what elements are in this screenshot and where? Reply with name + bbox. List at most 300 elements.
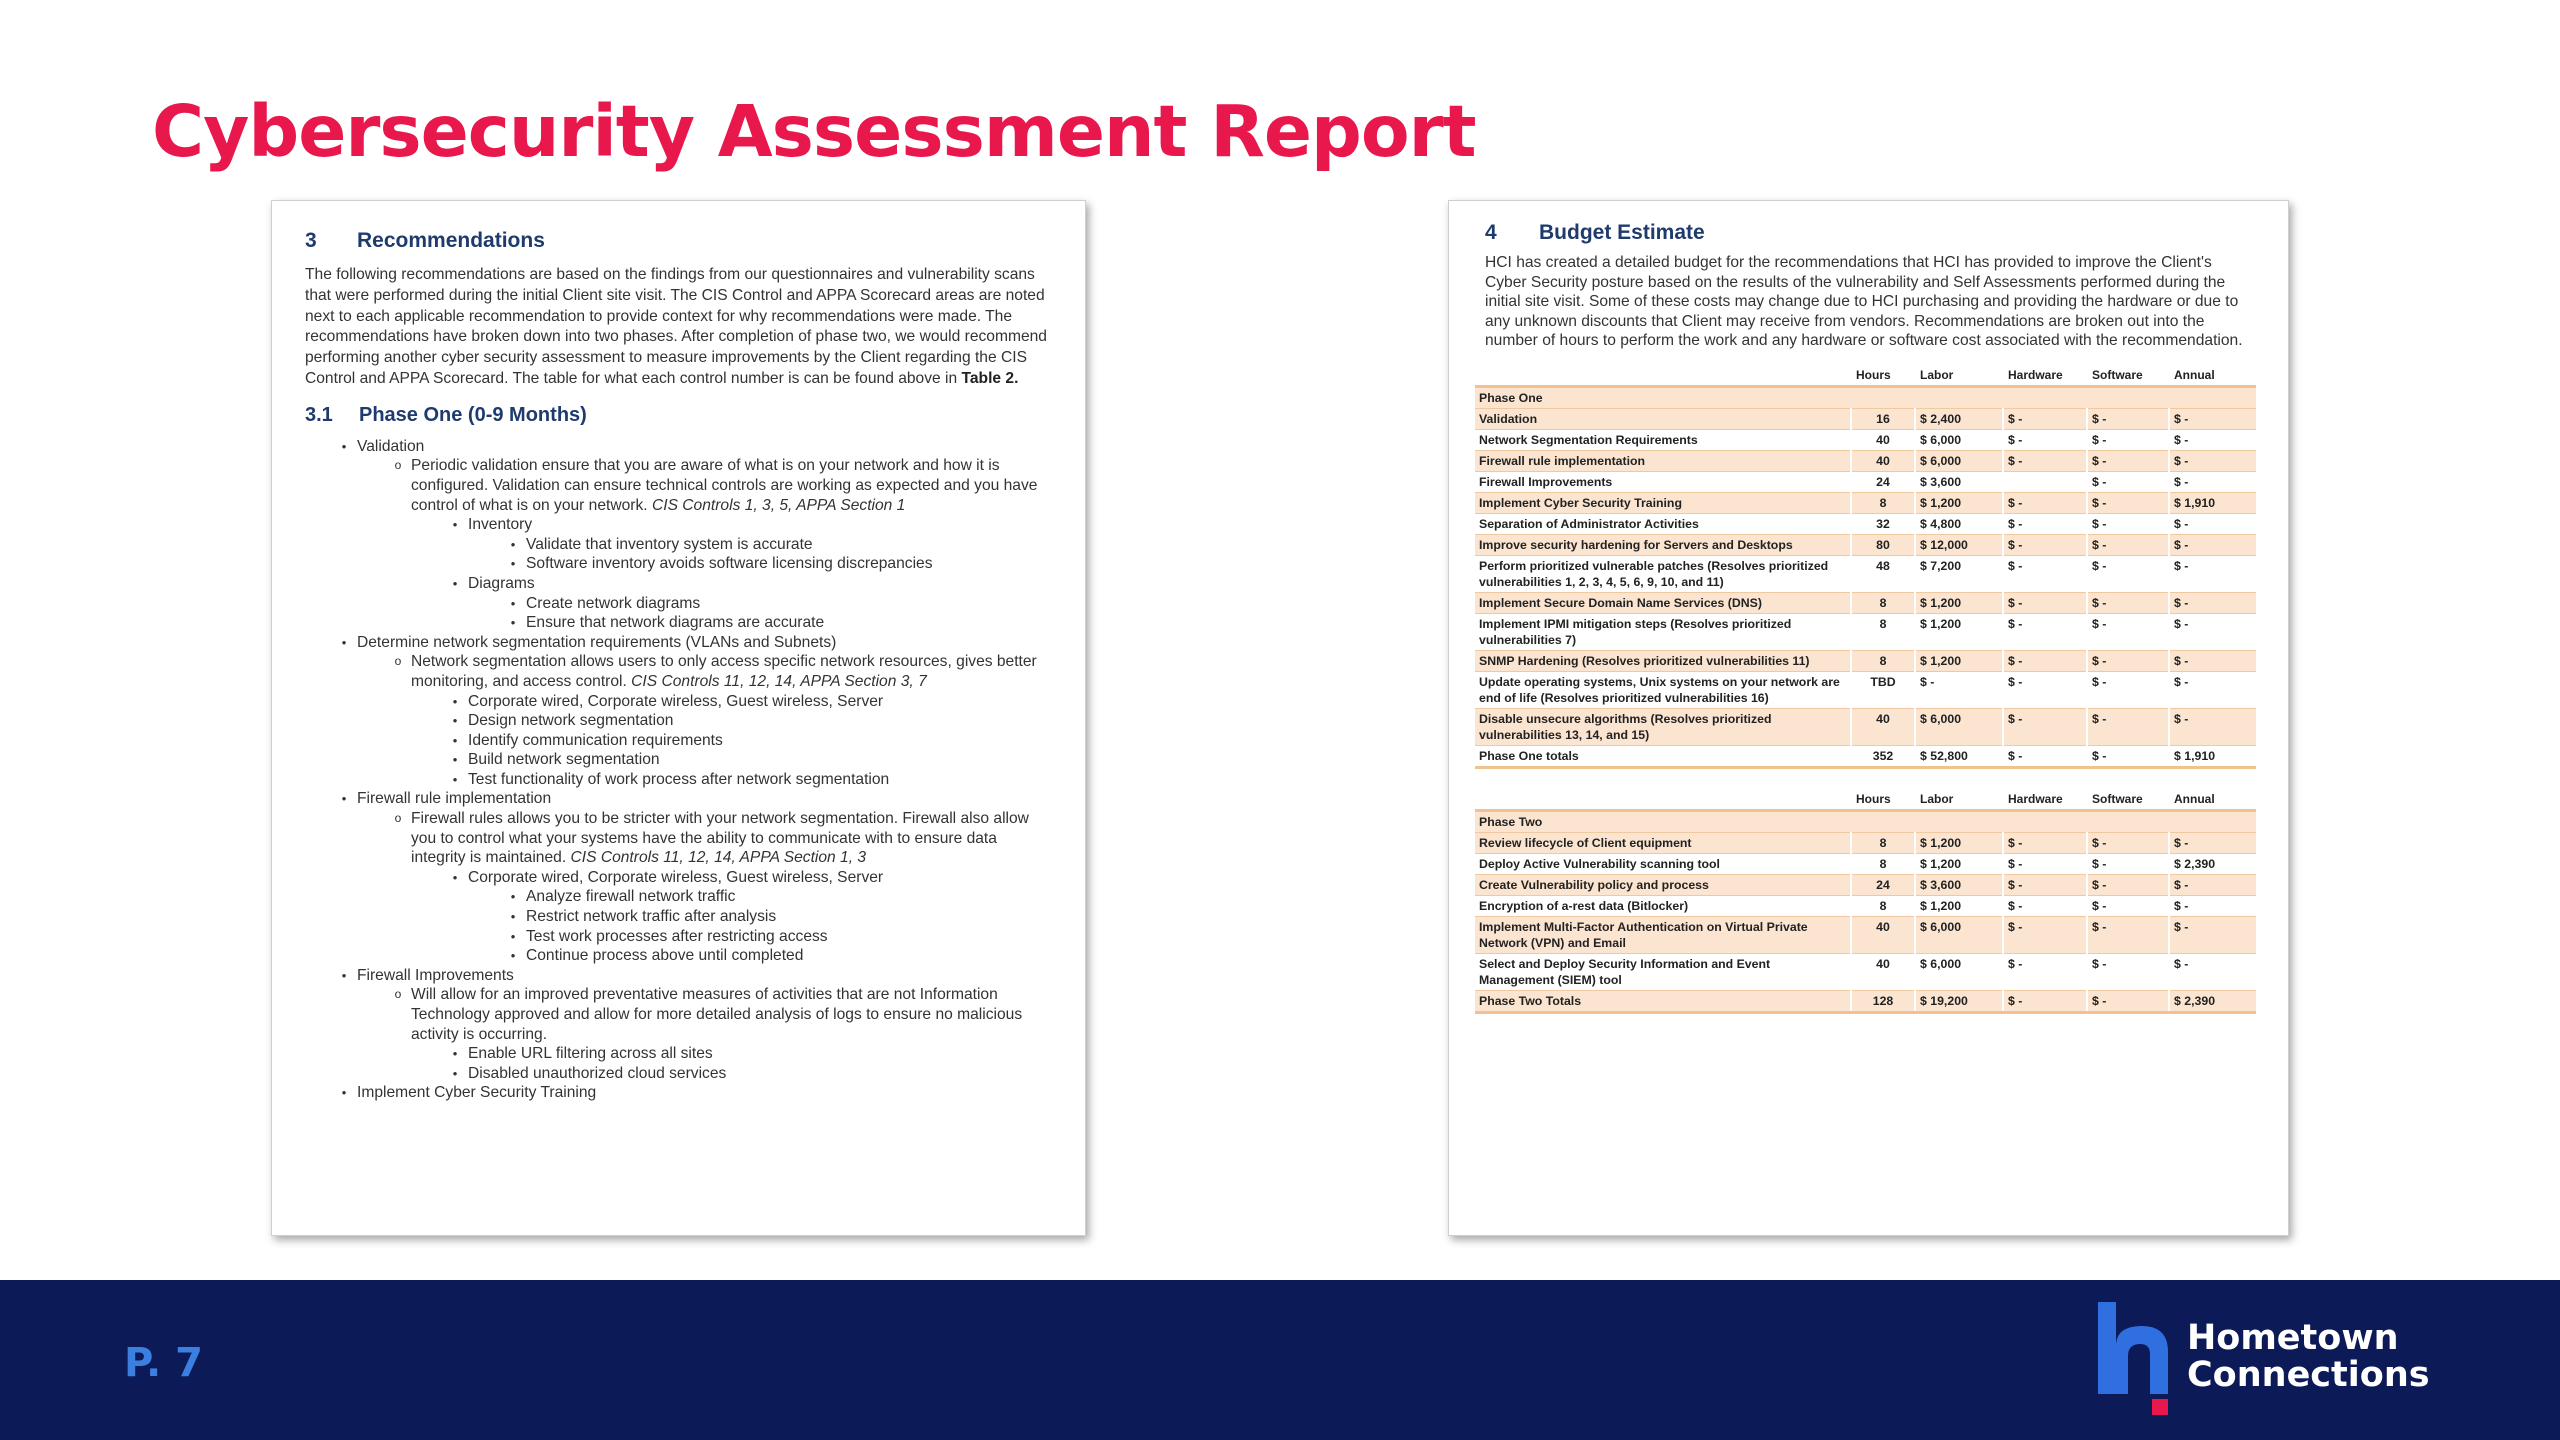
table-row: [1475, 853, 2256, 874]
cell-annual: $ 2,390: [2169, 853, 2256, 874]
outline-item: [305, 1064, 1053, 1084]
outline-text: [468, 1064, 1053, 1084]
outline-text: [468, 574, 1053, 594]
cell-hardware: $ -: [2003, 429, 2087, 450]
cell-hardware: $ -: [2003, 534, 2087, 555]
outline-item: [305, 437, 1053, 457]
cell-labor: $ 52,800: [1915, 745, 2003, 767]
logo-text-line2: Connections: [2187, 1355, 2430, 1395]
cell-hardware: [2003, 471, 2087, 492]
recommendation-outline: [305, 437, 1053, 1103]
control-reference: CIS Controls 11, 12, 14, APPA Section 1, 3: [570, 849, 867, 867]
bullet-marker: o: [394, 458, 402, 473]
outline-text-main: Create network diagrams: [526, 594, 701, 612]
outline-text-main: Firewall Improvements: [357, 966, 514, 984]
outline-text-main: Network segmentation allows users to only access specific network resources, gives better monitoring, and access control.: [411, 653, 1037, 690]
cell-labor: $ 6,000: [1915, 953, 2003, 990]
outline-text-main: Validation: [357, 437, 425, 455]
cell-name: Firewall rule implementation: [1475, 450, 1851, 471]
cell-annual: $ -: [2169, 471, 2256, 492]
bullet-marker: •: [452, 771, 458, 787]
outline-text-main: Ensure that network diagrams are accurate: [526, 614, 825, 632]
section-heading: [305, 229, 1053, 253]
table-row: [1475, 555, 2256, 592]
cell-hardware: $ -: [2003, 408, 2087, 429]
cell-software: $ -: [2087, 853, 2169, 874]
column-header: Annual: [2169, 365, 2256, 387]
outline-text: [357, 1083, 1053, 1103]
outline-text-main: Design network segmentation: [468, 712, 674, 730]
section-title: Recommendations: [357, 229, 545, 252]
outline-item: [305, 613, 1053, 633]
table-row: [1475, 953, 2256, 990]
cell-software: $ -: [2087, 408, 2169, 429]
outline-item: [305, 809, 1053, 868]
outline-item: [305, 985, 1053, 1044]
cell-software: $ -: [2087, 953, 2169, 990]
cell-name: Perform prioritized vulnerable patches (Resolves prioritized vulnerabilities 1, 2, 3, 4, 5, 6, 9, 10, and 11): [1475, 555, 1851, 592]
outline-item: [305, 868, 1053, 888]
recommendations-page: [271, 200, 1086, 1236]
cell-annual: $ 1,910: [2169, 745, 2256, 767]
outline-item: [305, 907, 1053, 927]
bullet-marker: •: [452, 732, 458, 748]
table-row: [1475, 895, 2256, 916]
cell-hardware: $ -: [2003, 671, 2087, 708]
cell-name: Update operating systems, Unix systems on your network are end of life (Resolves prioritized vulnerabilities 16): [1475, 671, 1851, 708]
cell-hours: 24: [1851, 874, 1915, 895]
cell-labor: $ 7,200: [1915, 555, 2003, 592]
outline-item: [305, 554, 1053, 574]
cell-labor: $ 19,200: [1915, 990, 2003, 1012]
outline-text: [411, 809, 1053, 868]
outline-text-main: Test functionality of work process after network segmentation: [468, 770, 890, 788]
table-row: [1475, 874, 2256, 895]
cell-hardware: $ -: [2003, 492, 2087, 513]
cell-hardware: $ -: [2003, 853, 2087, 874]
cell-labor: $ 1,200: [1915, 895, 2003, 916]
outline-item: [305, 633, 1053, 653]
cell-name: Deploy Active Vulnerability scanning tool: [1475, 853, 1851, 874]
outline-text-main: Identify communication requirements: [468, 731, 723, 749]
subsection-number: 3.1: [305, 403, 333, 426]
bullet-marker: •: [341, 791, 347, 807]
column-header: [1475, 365, 1851, 387]
phase-one-budget-table: [1475, 365, 2256, 769]
outline-text-main: Continue process above until completed: [526, 947, 804, 965]
cell-hours: 40: [1851, 450, 1915, 471]
control-reference: CIS Controls 11, 12, 14, APPA Section 3, 7: [631, 672, 927, 690]
outline-text: [468, 731, 1053, 751]
outline-text: [526, 887, 1053, 907]
table-row: [1475, 832, 2256, 853]
bullet-marker: •: [510, 536, 516, 552]
column-header: Labor: [1915, 365, 2003, 387]
logo-wordmark: [2187, 1320, 2430, 1394]
cell-annual: $ -: [2169, 513, 2256, 534]
outline-text: [468, 711, 1053, 731]
cell-software: $ -: [2087, 874, 2169, 895]
outline-text: [357, 789, 1053, 809]
bullet-marker: •: [452, 517, 458, 533]
cell-software: $ -: [2087, 613, 2169, 650]
bullet-marker: •: [341, 1085, 347, 1101]
outline-text-main: Determine network segmentation requirements (VLANs and Subnets): [357, 633, 837, 651]
footer-band: [0, 1280, 2560, 1440]
outline-text-main: Validate that inventory system is accurate: [526, 535, 813, 553]
cell-hardware: $ -: [2003, 832, 2087, 853]
bullet-marker: •: [452, 869, 458, 885]
column-header: Software: [2087, 789, 2169, 811]
outline-text-main: Disabled unauthorized cloud services: [468, 1064, 727, 1082]
cell-annual: $ 2,390: [2169, 990, 2256, 1012]
cell-software: $ -: [2087, 555, 2169, 592]
cell-name: Create Vulnerability policy and process: [1475, 874, 1851, 895]
cell-hours: 32: [1851, 513, 1915, 534]
cell-annual: $ -: [2169, 708, 2256, 745]
cell-labor: $ 2,400: [1915, 408, 2003, 429]
cell-annual: $ -: [2169, 916, 2256, 953]
cell-software: $ -: [2087, 534, 2169, 555]
cell-annual: $ -: [2169, 408, 2256, 429]
cell-hardware: $ -: [2003, 953, 2087, 990]
bullet-marker: •: [452, 713, 458, 729]
outline-item: [305, 456, 1053, 515]
cell-labor: $ 4,800: [1915, 513, 2003, 534]
table-header-row: [1475, 365, 2256, 387]
cell-hours: 128: [1851, 990, 1915, 1012]
bullet-marker: o: [394, 654, 402, 669]
outline-text-main: Restrict network traffic after analysis: [526, 908, 777, 926]
cell-hardware: $ -: [2003, 513, 2087, 534]
cell-annual: $ -: [2169, 592, 2256, 613]
bullet-marker: •: [510, 889, 516, 905]
bullet-marker: •: [452, 575, 458, 591]
cell-name: Implement Cyber Security Training: [1475, 492, 1851, 513]
cell-labor: $ 1,200: [1915, 592, 2003, 613]
column-header: Hours: [1851, 789, 1915, 811]
cell-software: $ -: [2087, 990, 2169, 1012]
bullet-marker: •: [510, 909, 516, 925]
cell-labor: $ 3,600: [1915, 471, 2003, 492]
bullet-marker: •: [452, 752, 458, 768]
cell-hours: 8: [1851, 592, 1915, 613]
cell-annual: $ -: [2169, 650, 2256, 671]
cell-name: SNMP Hardening (Resolves prioritized vulnerabilities 11): [1475, 650, 1851, 671]
table-header-row: [1475, 789, 2256, 811]
table-row: [1475, 592, 2256, 613]
bullet-marker: •: [341, 438, 347, 454]
table-row: [1475, 916, 2256, 953]
cell-name: Network Segmentation Requirements: [1475, 429, 1851, 450]
bullet-marker: •: [510, 615, 516, 631]
cell-annual: $ -: [2169, 429, 2256, 450]
cell-software: $ -: [2087, 592, 2169, 613]
control-reference: CIS Controls 1, 3, 5, APPA Section 1: [651, 496, 906, 514]
cell-hardware: $ -: [2003, 592, 2087, 613]
table-row: [1475, 450, 2256, 471]
outline-text: [526, 535, 1053, 555]
cell-name: Review lifecycle of Client equipment: [1475, 832, 1851, 853]
cell-annual: $ -: [2169, 895, 2256, 916]
cell-labor: $ -: [1915, 671, 2003, 708]
cell-hours: 8: [1851, 853, 1915, 874]
outline-text-main: Firewall rules allows you to be stricter with your network segmentation. Firewall also allow you to control what your systems have the ability to communicate with to ensure data integrity is maintained.: [411, 810, 1029, 867]
page-number: P. 7: [124, 1340, 203, 1386]
cell-name: Encryption of a-rest data (Bitlocker): [1475, 895, 1851, 916]
cell-hardware: $ -: [2003, 450, 2087, 471]
outline-item: [305, 515, 1053, 535]
cell-name: Select and Deploy Security Information and Event Management (SIEM) tool: [1475, 953, 1851, 990]
outline-item: [305, 750, 1053, 770]
table-row: [1475, 471, 2256, 492]
cell-labor: $ 1,200: [1915, 492, 2003, 513]
hometown-connections-logo-icon: [2098, 1302, 2176, 1418]
outline-text: [468, 692, 1053, 712]
cell-annual: $ -: [2169, 613, 2256, 650]
cell-software: $ -: [2087, 471, 2169, 492]
outline-text-main: Firewall rule implementation: [357, 790, 552, 808]
cell-hardware: $ -: [2003, 613, 2087, 650]
table-row: [1475, 671, 2256, 708]
cell-name: Phase Two Totals: [1475, 990, 1851, 1012]
outline-text: [411, 652, 1053, 691]
phase-label: Phase Two: [1475, 810, 2256, 832]
outline-text: [468, 770, 1053, 790]
outline-text: [411, 456, 1053, 515]
cell-software: $ -: [2087, 450, 2169, 471]
bullet-marker: •: [510, 948, 516, 964]
cell-labor: $ 6,000: [1915, 916, 2003, 953]
cell-hours: 8: [1851, 832, 1915, 853]
outline-item: [305, 789, 1053, 809]
cell-hours: 8: [1851, 492, 1915, 513]
outline-item: [305, 1083, 1053, 1103]
outline-text-main: Inventory: [468, 516, 533, 534]
cell-hardware: $ -: [2003, 555, 2087, 592]
section-number: 3: [305, 229, 317, 252]
outline-item: [305, 887, 1053, 907]
table-row: [1475, 408, 2256, 429]
cell-software: $ -: [2087, 429, 2169, 450]
cell-annual: $ -: [2169, 832, 2256, 853]
cell-labor: $ 12,000: [1915, 534, 2003, 555]
cell-annual: $ 1,910: [2169, 492, 2256, 513]
cell-hours: 8: [1851, 895, 1915, 916]
outline-text: [526, 907, 1053, 927]
table-row: [1475, 650, 2256, 671]
table-row: [1475, 513, 2256, 534]
cell-hours: 40: [1851, 708, 1915, 745]
outline-item: [305, 770, 1053, 790]
bullet-marker: •: [510, 928, 516, 944]
cell-hardware: $ -: [2003, 895, 2087, 916]
outline-text-main: Corporate wired, Corporate wireless, Guest wireless, Server: [468, 868, 884, 886]
column-header: Software: [2087, 365, 2169, 387]
outline-text: [357, 966, 1053, 986]
cell-labor: $ 1,200: [1915, 613, 2003, 650]
bullet-marker: •: [341, 634, 347, 650]
cell-hours: 8: [1851, 613, 1915, 650]
cell-labor: $ 1,200: [1915, 832, 2003, 853]
bullet-marker: •: [341, 967, 347, 983]
cell-annual: $ -: [2169, 953, 2256, 990]
cell-hours: 48: [1851, 555, 1915, 592]
section-heading: [1485, 221, 2254, 245]
cell-labor: $ 1,200: [1915, 650, 2003, 671]
cell-hours: 80: [1851, 534, 1915, 555]
phase-label: Phase One: [1475, 386, 2256, 408]
table-row: [1475, 492, 2256, 513]
cell-hours: 8: [1851, 650, 1915, 671]
cell-name: Separation of Administrator Activities: [1475, 513, 1851, 534]
cell-software: $ -: [2087, 671, 2169, 708]
cell-name: Implement IPMI mitigation steps (Resolves prioritized vulnerabilities 7): [1475, 613, 1851, 650]
intro-text: The following recommendations are based on the findings from our questionnaires and vulnerability scans that were performed during the initial Client site visit. The CIS Control and APPA Scorecard areas are noted next to each applicable recommendation to provide context for why recommendations were made. The recommendations have broken down into two phases. After completion of phase two, we would recommend performing another cyber security assessment to measure improvements by the Client regarding the CIS Control and APPA Scorecard. The table for what each control number is can be found above in: [305, 266, 1047, 387]
slide-title: Cybersecurity Assessment Report: [152, 90, 1476, 173]
column-header: Hardware: [2003, 365, 2087, 387]
outline-text-main: Diagrams: [468, 574, 535, 592]
outline-text-main: Enable URL filtering across all sites: [468, 1045, 713, 1063]
phase-two-budget-table: [1475, 789, 2256, 1014]
outline-item: [305, 652, 1053, 691]
outline-text: [468, 515, 1053, 535]
outline-text: [468, 750, 1053, 770]
bullet-marker: •: [510, 595, 516, 611]
cell-name: Implement Multi-Factor Authentication on Virtual Private Network (VPN) and Email: [1475, 916, 1851, 953]
outline-text: [526, 613, 1053, 633]
outline-text: [526, 927, 1053, 947]
cell-labor: $ 6,000: [1915, 429, 2003, 450]
recommendations-intro: [305, 265, 1053, 390]
cell-annual: $ -: [2169, 555, 2256, 592]
outline-text-main: Will allow for an improved preventative measures of activities that are not Information Technology approved and allow for more detailed analysis of logs to ensure no malicious activity is occurring.: [411, 986, 1023, 1043]
cell-name: Improve security hardening for Servers and Desktops: [1475, 534, 1851, 555]
outline-text: [411, 985, 1053, 1044]
cell-software: $ -: [2087, 916, 2169, 953]
outline-text-main: Implement Cyber Security Training: [357, 1084, 597, 1102]
budget-page: [1448, 200, 2289, 1236]
cell-software: $ -: [2087, 650, 2169, 671]
cell-hardware: $ -: [2003, 650, 2087, 671]
cell-hardware: $ -: [2003, 990, 2087, 1012]
outline-item: [305, 574, 1053, 594]
outline-text: [526, 594, 1053, 614]
cell-hours: 16: [1851, 408, 1915, 429]
outline-text: [526, 946, 1053, 966]
table-reference: Table 2.: [961, 369, 1019, 387]
outline-text-main: Analyze firewall network traffic: [526, 888, 736, 906]
outline-text: [357, 437, 1053, 457]
cell-name: Disable unsecure algorithms (Resolves prioritized vulnerabilities 13, 14, and 15): [1475, 708, 1851, 745]
column-header: [1475, 789, 1851, 811]
outline-text-main: Corporate wired, Corporate wireless, Guest wireless, Server: [468, 692, 884, 710]
cell-annual: $ -: [2169, 671, 2256, 708]
cell-software: $ -: [2087, 492, 2169, 513]
cell-labor: $ 6,000: [1915, 708, 2003, 745]
outline-text-main: Build network segmentation: [468, 751, 660, 769]
cell-software: $ -: [2087, 513, 2169, 534]
cell-software: $ -: [2087, 708, 2169, 745]
bullet-marker: •: [452, 1046, 458, 1062]
section-title: Budget Estimate: [1539, 221, 1705, 244]
column-header: Hardware: [2003, 789, 2087, 811]
outline-item: [305, 1044, 1053, 1064]
bullet-marker: o: [394, 811, 402, 826]
table-row: [1475, 708, 2256, 745]
cell-hardware: $ -: [2003, 916, 2087, 953]
outline-item: [305, 594, 1053, 614]
outline-item: [305, 692, 1053, 712]
cell-hours: 40: [1851, 916, 1915, 953]
table-row: [1475, 534, 2256, 555]
outline-text: [468, 868, 1053, 888]
column-header: Hours: [1851, 365, 1915, 387]
cell-hardware: $ -: [2003, 745, 2087, 767]
bullet-marker: •: [452, 693, 458, 709]
table-total-row: [1475, 745, 2256, 767]
logo-text-line1: Hometown: [2187, 1318, 2399, 1358]
bullet-marker: o: [394, 987, 402, 1002]
bullet-marker: •: [510, 556, 516, 572]
cell-annual: $ -: [2169, 450, 2256, 471]
cell-hours: 352: [1851, 745, 1915, 767]
outline-item: [305, 966, 1053, 986]
cell-software: $ -: [2087, 895, 2169, 916]
cell-hours: 40: [1851, 429, 1915, 450]
cell-labor: $ 6,000: [1915, 450, 2003, 471]
column-header: Annual: [2169, 789, 2256, 811]
budget-intro: HCI has created a detailed budget for the recommendations that HCI has provided to improve the Client's Cyber Security posture based on the results of the vulnerability and Self Assessments performed during the initial site visit. Some of these costs may change due to HCI purchasing and providing the hardware or due to any unknown discounts that Client may receive from vendors. Recommendations are broken out into the number of hours to perform the work and any hardware or software cost associated with the recommendation.: [1485, 254, 2243, 350]
outline-text-main: Test work processes after restricting access: [526, 927, 828, 945]
cell-annual: $ -: [2169, 534, 2256, 555]
cell-hours: TBD: [1851, 671, 1915, 708]
outline-item: [305, 535, 1053, 555]
outline-text: [526, 554, 1053, 574]
section-number: 4: [1485, 221, 1497, 244]
cell-hours: 40: [1851, 953, 1915, 990]
cell-labor: $ 1,200: [1915, 853, 2003, 874]
outline-item: [305, 946, 1053, 966]
outline-text: [468, 1044, 1053, 1064]
table-row: [1475, 429, 2256, 450]
table-total-row: [1475, 990, 2256, 1012]
outline-item: [305, 731, 1053, 751]
cell-hardware: $ -: [2003, 874, 2087, 895]
cell-name: Implement Secure Domain Name Services (DNS): [1475, 592, 1851, 613]
column-header: Labor: [1915, 789, 2003, 811]
outline-item: [305, 927, 1053, 947]
phase-label-row: [1475, 386, 2256, 408]
phase-label-row: [1475, 810, 2256, 832]
cell-software: $ -: [2087, 832, 2169, 853]
outline-text-main: Periodic validation ensure that you are aware of what is on your network and how it is configured. Validation can ensure technical controls are working as expected and you have control of what is on your network.: [411, 457, 1038, 514]
cell-hardware: $ -: [2003, 708, 2087, 745]
outline-text-main: Software inventory avoids software licensing discrepancies: [526, 555, 933, 573]
cell-hours: 24: [1851, 471, 1915, 492]
subsection-heading: [305, 404, 1053, 427]
outline-text: [357, 633, 1053, 653]
cell-name: Phase One totals: [1475, 745, 1851, 767]
cell-annual: $ -: [2169, 874, 2256, 895]
cell-name: Firewall Improvements: [1475, 471, 1851, 492]
table-row: [1475, 613, 2256, 650]
cell-software: $ -: [2087, 745, 2169, 767]
cell-labor: $ 3,600: [1915, 874, 2003, 895]
subsection-title: Phase One (0-9 Months): [359, 403, 587, 426]
bullet-marker: •: [452, 1065, 458, 1081]
cell-name: Validation: [1475, 408, 1851, 429]
